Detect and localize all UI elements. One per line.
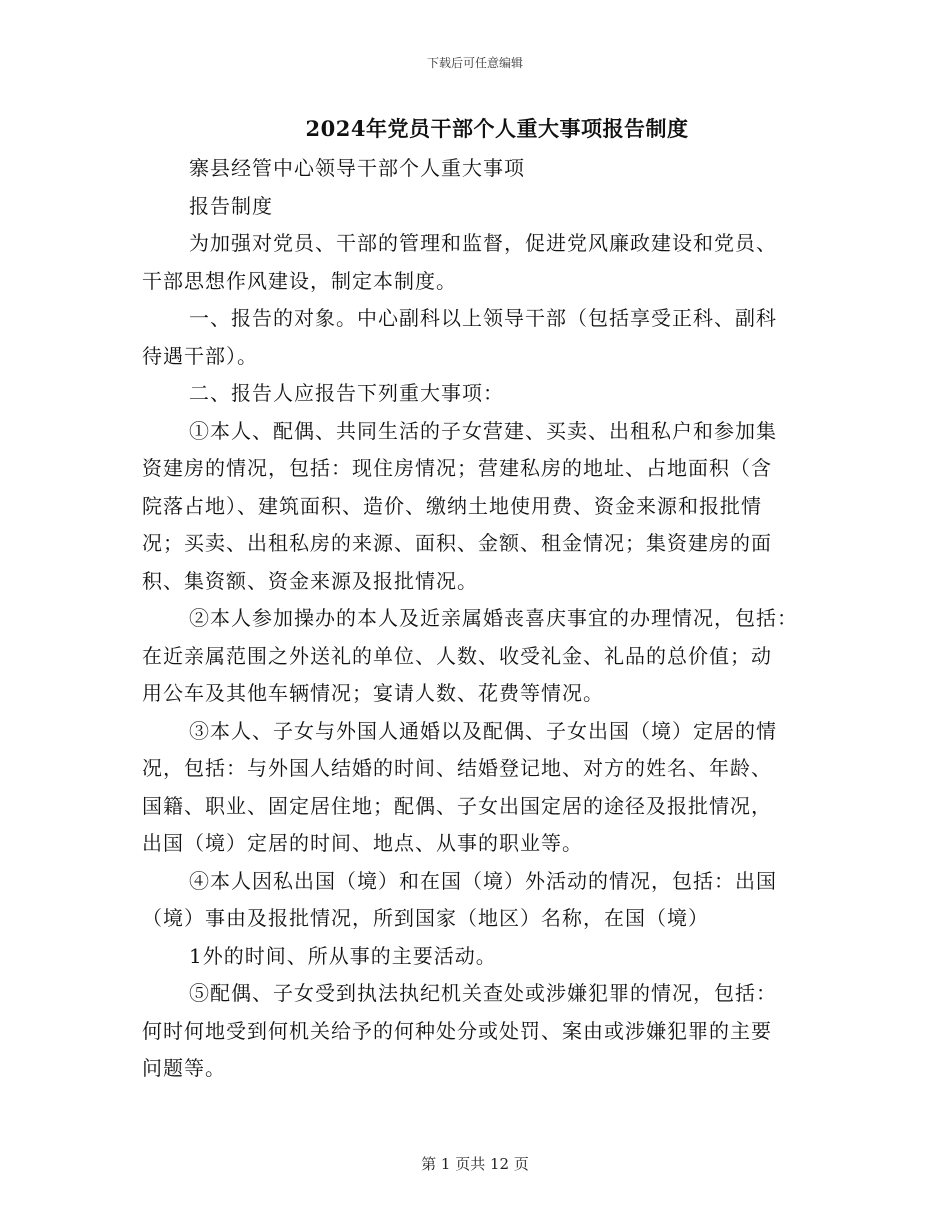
page-header-note: 下载后可任意编辑 [426,56,523,70]
body-line: ②本人参加操办的本人及近亲属婚丧喜庆事宜的办理情况，包括： [189,606,798,630]
document-body [142,150,814,1088]
body-line: 二、报告人应报告下列重大事项： [189,381,504,405]
document-title: 2024年党员干部个人重大事项报告制度 [305,116,689,141]
body-line: 资建房的情况，包括：现住房情况；营建私房的地址、占地面积（含 [142,456,772,480]
body-line: 问题等。 [142,1056,226,1080]
body-line: ③本人、子女与外国人通婚以及配偶、子女出国（境）定居的情 [189,718,777,743]
body-line: ①本人、配偶、共同生活的子女营建、买卖、出租私户和参加集 [189,418,777,443]
body-line: 国籍、职业、固定居住地；配偶、子女出国定居的途径及报批情况， [142,793,772,818]
body-line: 待遇干部）。 [142,343,258,368]
body-line: 干部思想作风建设，制定本制度。 [142,268,457,293]
body-line: 况，包括：与外国人结婚的时间、结婚登记地、对方的姓名、年龄、 [142,756,772,780]
body-line: 在近亲属范围之外送礼的单位、人数、收受礼金、礼品的总价值；动 [142,643,772,668]
body-line: 一、报告的对象。中心副科以上领导干部（包括享受正科、副科 [189,306,777,330]
body-line: 为加强对党员、干部的管理和监督，促进党风廉政建设和党员、 [189,231,777,255]
body-line: 况；买卖、出租私房的来源、面积、金额、租金情况；集资建房的面 [142,531,772,555]
body-line: 院落占地）、建筑面积、造价、缴纳土地使用费、资金来源和报批情 [142,493,762,518]
body-line: 1外的时间、所从事的主要活动。 [189,943,497,968]
body-line: ⑤配偶、子女受到执法执纪机关查处或涉嫌犯罪的情况，包括： [189,981,777,1005]
page-footer: 第 1 页共 12 页 [421,1155,529,1173]
body-line: 寨县经管中心领导干部个人重大事项 [189,156,525,180]
body-line: 报告制度 [189,193,273,218]
body-line: 何时何地受到何机关给予的何种处分或处罚、案由或涉嫌犯罪的主要 [142,1018,772,1043]
body-line: 积、集资额、资金来源及报批情况。 [142,568,478,593]
body-line: ④本人因私出国（境）和在国（境）外活动的情况，包括：出国 [189,868,777,893]
body-line: （境）事由及报批情况，所到国家（地区）名称，在国（境） [142,906,709,930]
body-line: 出国（境）定居的时间、地点、从事的职业等。 [142,831,583,855]
body-line: 用公车及其他车辆情况；宴请人数、花费等情况。 [142,681,604,705]
